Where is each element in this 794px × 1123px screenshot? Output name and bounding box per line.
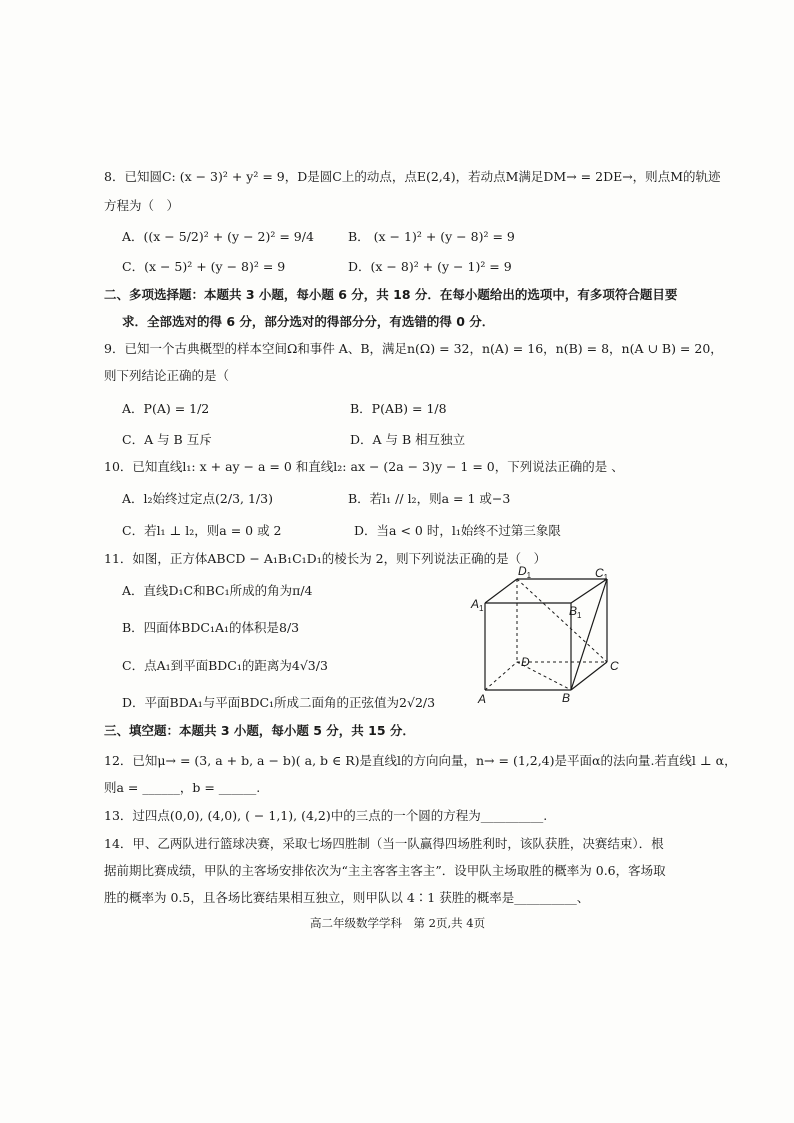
label-d1: $D_1$ bbox=[518, 564, 532, 580]
q14-stem-line1: 14．甲、乙两队进行篮球决赛，采取七场四胜制（当一队赢得四场胜利时，该队获胜，决赛结束）．根 bbox=[104, 836, 664, 851]
q12-stem-line1: 12．已知μ→ = (3, a + b, a − b)( a, b ∈ R)是直线l的方向向量，n→ = (1,2,4)是平面α的法向量.若直线l ⊥ α， bbox=[104, 753, 737, 768]
q11-option-a: A．直线D₁C和BC₁所成的角为π/4 bbox=[122, 583, 313, 598]
label-b: B bbox=[562, 691, 571, 705]
label-a1: $A_1$ bbox=[471, 597, 484, 613]
q8-stem-line1: 8．已知圆C: (x − 3)² + y² = 9，D是圆C上的动点，点E(2,4)，若动点M满足DM→ = 2DE→，则点M的轨迹 bbox=[104, 169, 721, 184]
q14-stem-line2: 据前期比赛成绩，甲队的主客场安排依次为“主主客客主客主”．设甲队主场取胜的概率为 0.6，客场取 bbox=[104, 863, 666, 878]
q9-stem-line2: 则下列结论正确的是（ bbox=[104, 368, 230, 383]
q8-option-b: B． (x − 1)² + (y − 8)² = 9 bbox=[348, 229, 515, 244]
edge-a-d-hidden bbox=[485, 662, 517, 690]
label-a: A bbox=[478, 692, 487, 706]
q9-option-c: C．A 与 B 互斥 bbox=[122, 432, 212, 447]
q9-stem-line1: 9．已知一个古典概型的样本空间Ω和事件 A、B，满足n(Ω) = 32，n(A) = 16，n(B) = 8，n(A ∪ B) = 20， bbox=[104, 341, 723, 356]
q8-stem-line2: 方程为（ ） bbox=[104, 198, 180, 213]
q10-stem: 10．已知直线l₁: x + ay − a = 0 和直线l₂: ax − (2a − 3)y − 1 = 0，下列说法正确的是 、 bbox=[104, 459, 624, 474]
q11-option-d: D．平面BDA₁与平面BDC₁所成二面角的正弦值为2√2/3 bbox=[122, 695, 436, 710]
edge-a1-d1 bbox=[485, 579, 517, 603]
q9-option-b: B．P(AB) = 1/8 bbox=[350, 401, 447, 416]
q14-stem-line3: 胜的概率为 0.5，且各场比赛结果相互独立，则甲队以 4∶1 获胜的概率是__________、 bbox=[104, 890, 590, 905]
label-c: C bbox=[610, 659, 619, 673]
q13-stem: 13．过四点(0,0), (4,0), ( − 1,1), (4,2)中的三点的一个圆的方程为__________. bbox=[104, 808, 548, 823]
q8-option-a: A．((x − 5/2)² + (y − 2)² = 9/4 bbox=[122, 229, 314, 244]
edge-b1-c1 bbox=[571, 579, 607, 603]
section2-heading-line1: 二、多项选择题：本题共 3 小题，每小题 6 分，共 18 分．在每小题给出的选项中，有多项符合题目要 bbox=[104, 287, 678, 302]
label-c1: $C_1$ bbox=[595, 566, 609, 582]
q12-stem-line2: 则a = ______，b = ______. bbox=[104, 780, 261, 795]
q10-option-c: C．若l₁ ⊥ l₂，则a = 0 或 2 bbox=[122, 523, 282, 538]
q10-option-b: B．若l₁ // l₂，则a = 1 或−3 bbox=[348, 491, 511, 506]
q8-option-c: C．(x − 5)² + (y − 8)² = 9 bbox=[122, 259, 286, 274]
q10-option-a: A．l₂始终过定点(2/3, 1/3) bbox=[122, 491, 273, 506]
q9-option-d: D．A 与 B 相互独立 bbox=[350, 432, 466, 447]
q10-option-d: D．当a < 0 时，l₁始终不过第三象限 bbox=[354, 523, 561, 538]
label-d: D bbox=[521, 655, 530, 669]
q11-stem: 11．如图，正方体ABCD − A₁B₁C₁D₁的棱长为 2，则下列说法正确的是（ ） bbox=[104, 551, 547, 566]
q9-option-a: A．P(A) = 1/2 bbox=[122, 401, 210, 416]
q11-option-c: C．点A₁到平面BDC₁的距离为4√3/3 bbox=[122, 658, 328, 673]
section2-heading-line2: 求．全部选对的得 6 分，部分选对的得部分分，有选错的得 0 分． bbox=[122, 314, 495, 329]
edge-b-c bbox=[571, 662, 607, 690]
q11-option-b: B．四面体BDC₁A₁的体积是8/3 bbox=[122, 620, 300, 635]
label-b1: $B_1$ bbox=[569, 604, 582, 620]
section3-heading: 三、填空题：本题共 3 小题，每小题 5 分，共 15 分． bbox=[104, 723, 415, 738]
page-footer: 高二年级数学学科 第 2页,共 4页 bbox=[310, 916, 486, 930]
q8-option-d: D．(x − 8)² + (y − 1)² = 9 bbox=[348, 259, 512, 274]
cube-figure bbox=[468, 562, 628, 712]
edge-b-c1 bbox=[571, 579, 607, 690]
